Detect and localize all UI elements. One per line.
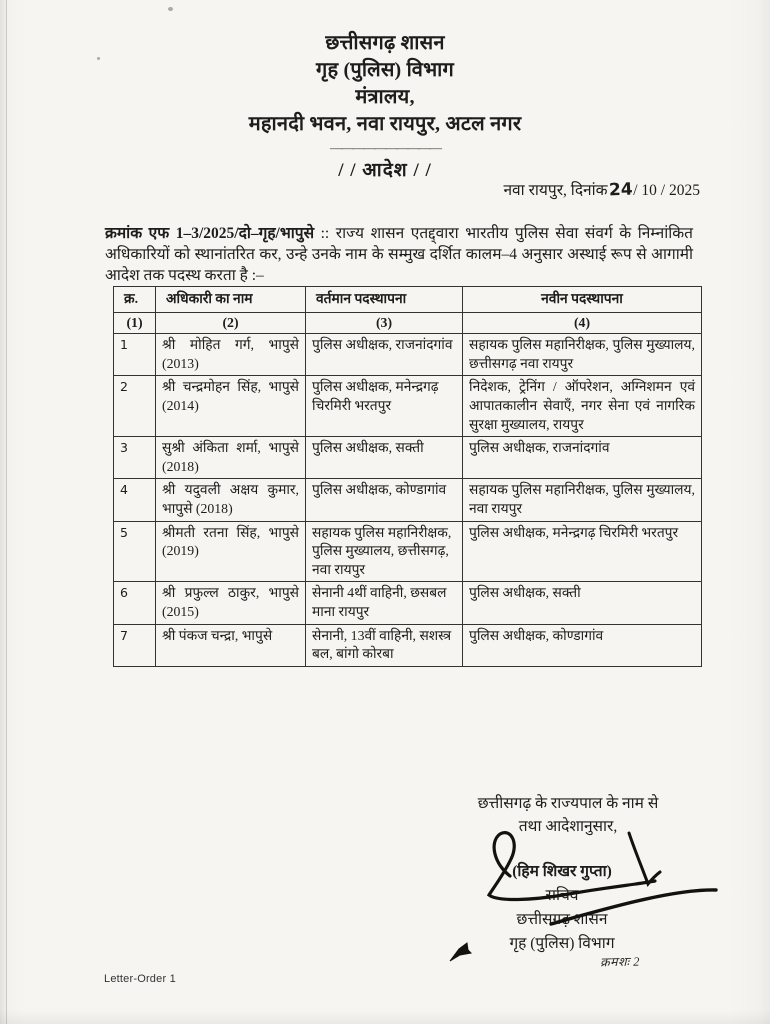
- cell-serial: 3: [114, 437, 156, 479]
- header-separator: ——————————: [330, 140, 440, 155]
- order-heading: / / आदेश / /: [338, 160, 432, 181]
- govt-name: छत्तीसगढ़ शासन: [325, 32, 445, 54]
- table-row: [114, 479, 702, 521]
- col-number: (4): [463, 312, 702, 334]
- cell-officer-name: सुश्री अंकिता शर्मा, भापुसे (2018): [156, 437, 306, 479]
- cell-officer-name: श्री चन्द्रमोहन सिंह, भापुसे (2014): [156, 376, 306, 437]
- cell-officer-name: श्री प्रफुल्ल ठाकुर, भापुसे (2015): [156, 582, 306, 624]
- cell-new-posting: निदेशक, ट्रेनिंग / ऑपरेशन, अग्निशमन एवं आपातकालीन सेवाएँ, नगर सेना एवं नागरिक सुरक्षा मुख्यालय, रायपुर: [463, 376, 702, 437]
- cell-officer-name: श्री मोहित गर्ग, भापुसे (2013): [156, 334, 306, 376]
- letterhead: [0, 30, 770, 183]
- cell-current-posting: सेनानी, 13वीं वाहिनी, सशस्त्र बल, बांगो कोरबा: [306, 624, 463, 666]
- continuation-note: क्रमशः 2: [599, 954, 641, 970]
- handwritten-date-day: 24: [608, 179, 633, 201]
- date-rest: / 10 / 2025: [633, 182, 700, 199]
- table-row: [114, 376, 702, 437]
- cell-current-posting: सेनानी 4थीं वाहिनी, छसबल माना रायपुर: [306, 582, 463, 624]
- table-row: [114, 437, 702, 479]
- dept-name: गृह (पुलिस) विभाग: [315, 59, 455, 81]
- cell-officer-name: श्री यदुवली अक्षय कुमार, भापुसे (2018): [156, 479, 306, 521]
- authority-line-2: तथा आदेशानुसार,: [518, 818, 618, 835]
- col-header-officer-name: अधिकारी का नाम: [156, 287, 306, 313]
- table-row: [114, 582, 702, 624]
- signatory-name: (हिम शिखर गुप्ता): [512, 863, 612, 880]
- cell-serial: 7: [114, 624, 156, 666]
- order-number-paragraph: [105, 223, 693, 286]
- cell-serial: 5: [114, 521, 156, 582]
- col-number: (3): [306, 312, 463, 334]
- signatory-org: छत्तीसगढ़ शासन: [516, 911, 608, 928]
- table-subheader-row: [114, 312, 702, 334]
- table-row: [114, 521, 702, 582]
- signature-authority-lines: [412, 792, 724, 838]
- cell-new-posting: पुलिस अधीक्षक, कोण्डागांव: [463, 624, 702, 666]
- cell-new-posting: पुलिस अधीक्षक, राजनांदगांव: [463, 437, 702, 479]
- ministry-line: मंत्रालय,: [355, 86, 415, 108]
- transfer-table: [113, 286, 702, 667]
- table-row: [114, 624, 702, 666]
- col-number: (1): [114, 312, 156, 334]
- cell-new-posting: सहायक पुलिस महानिरीक्षक, पुलिस मुख्यालय, नवा रायपुर: [463, 479, 702, 521]
- signatory-dept: गृह (पुलिस) विभाग: [509, 935, 615, 952]
- col-header-serial: क्र.: [114, 287, 156, 313]
- cell-current-posting: पुलिस अधीक्षक, मनेन्द्रगढ़ चिरमिरी भरतपुर: [306, 376, 463, 437]
- cell-new-posting: सहायक पुलिस महानिरीक्षक, पुलिस मुख्यालय, छत्तीसगढ़ नवा रायपुर: [463, 334, 702, 376]
- col-number: (2): [156, 312, 306, 334]
- cell-current-posting: सहायक पुलिस महानिरीक्षक, पुलिस मुख्यालय, छत्तीसगढ़, नवा रायपुर: [306, 521, 463, 582]
- cell-officer-name: श्रीमती रतना सिंह, भापुसे (2019): [156, 521, 306, 582]
- cell-serial: 1: [114, 334, 156, 376]
- cell-current-posting: पुलिस अधीक्षक, सक्ती: [306, 437, 463, 479]
- cell-new-posting: पुलिस अधीक्षक, सक्ती: [463, 582, 702, 624]
- table-row: [114, 334, 702, 376]
- col-header-new-posting: नवीन पदस्थापना: [463, 287, 702, 313]
- cell-officer-name: श्री पंकज चन्द्रा, भापुसे: [156, 624, 306, 666]
- place-date-prefix: नवा रायपुर, दिनांक: [503, 182, 608, 199]
- order-ref-number: क्रमांक एफ 1–3/2025/दो–गृह/भापुसे: [105, 224, 315, 242]
- paper-speck: [168, 7, 173, 11]
- place-date-line: [503, 178, 700, 200]
- col-header-current-posting: वर्तमान पदस्थापना: [306, 287, 463, 313]
- cell-serial: 2: [114, 376, 156, 437]
- cell-serial: 4: [114, 479, 156, 521]
- authority-line-1: छत्तीसगढ़ के राज्यपाल के नाम से: [477, 795, 659, 812]
- table-header-row: [114, 287, 702, 313]
- order-body-text: :: राज्य शासन एतद्द्वारा भारतीय पुलिस सेवा संवर्ग के निम्नांकित अधिकारियों को स्थानांतरित कर, उन्हे उनके नाम के सम्मुख दर्शित कालम–4 अनुसार अस्थाई रूप से आगामी आदेश तक पदस्थ करता है :–: [105, 224, 693, 284]
- footer-label: Letter-Order 1: [104, 973, 176, 985]
- cell-current-posting: पुलिस अधीक्षक, कोण्डागांव: [306, 479, 463, 521]
- address-line: महानदी भवन, नवा रायपुर, अटल नगर: [248, 113, 522, 135]
- cell-new-posting: पुलिस अधीक्षक, मनेन्द्रगढ़ चिरमिरी भरतपुर: [463, 521, 702, 582]
- signatory-block: [412, 860, 712, 956]
- signatory-designation: सचिव: [545, 887, 579, 904]
- cell-current-posting: पुलिस अधीक्षक, राजनांदगांव: [306, 334, 463, 376]
- cell-serial: 6: [114, 582, 156, 624]
